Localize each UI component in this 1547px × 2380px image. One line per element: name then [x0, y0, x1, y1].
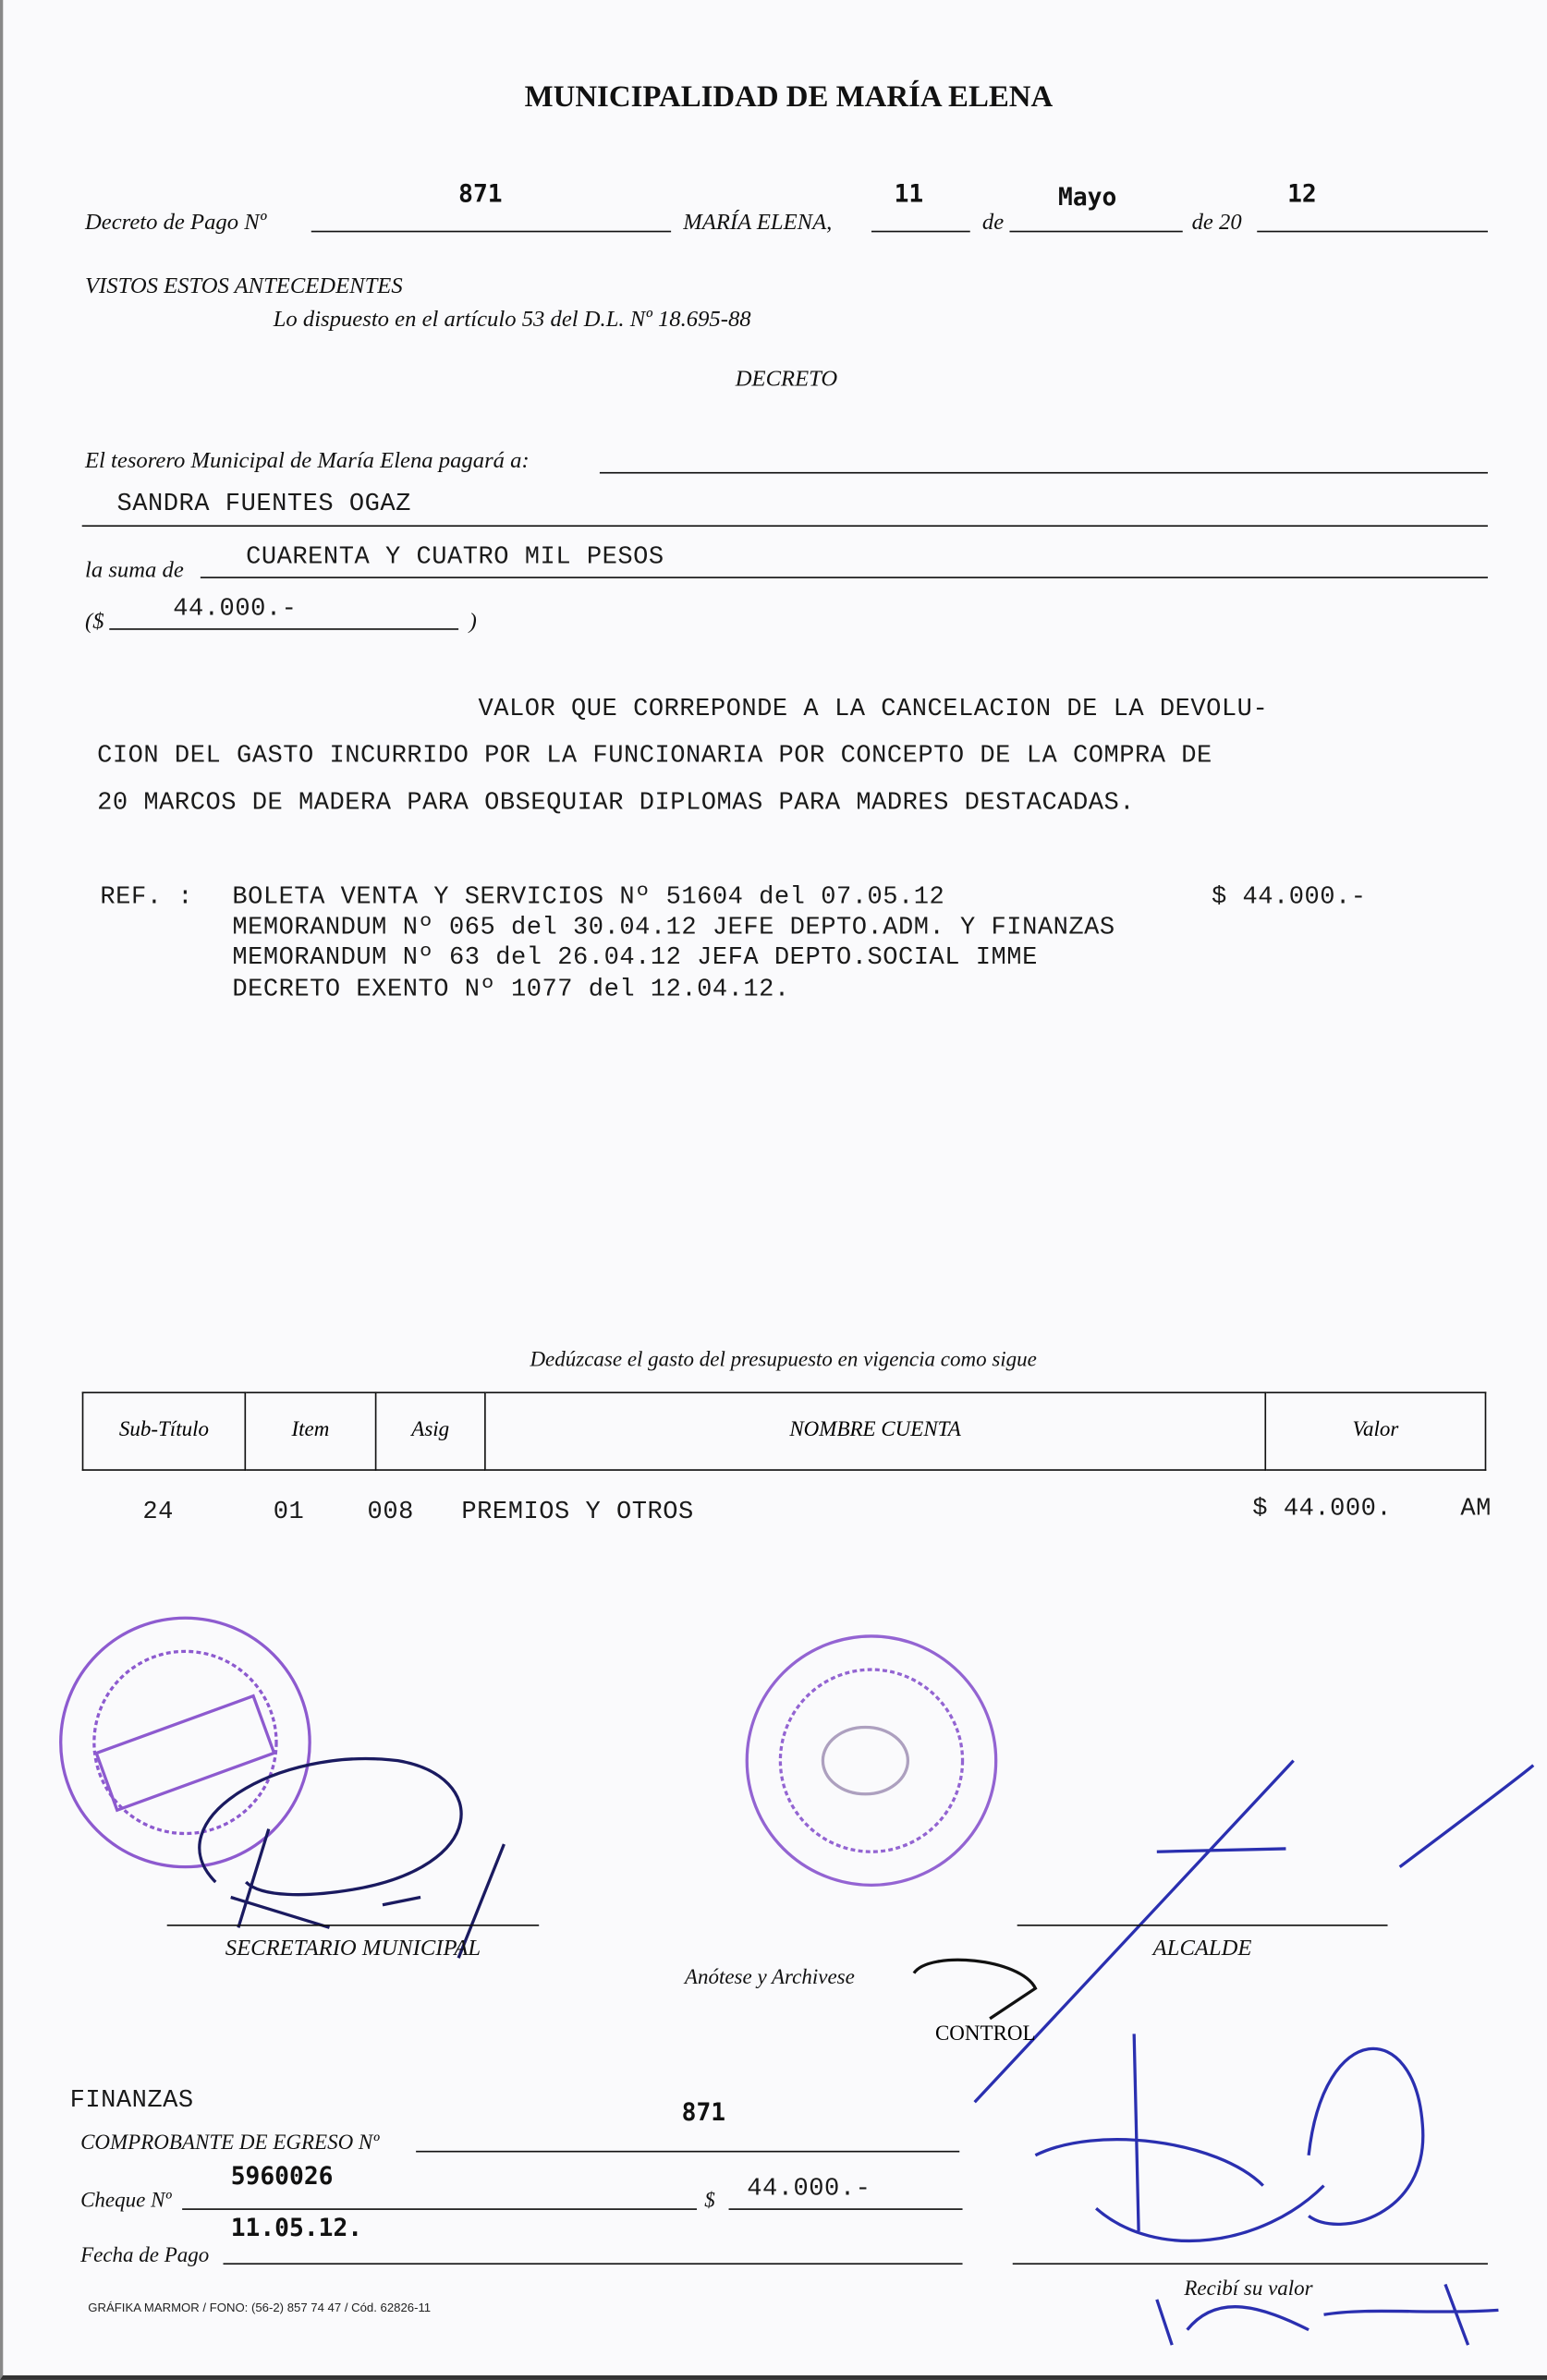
vistos-heading: VISTOS ESTOS ANTECEDENTES: [84, 274, 403, 299]
ref-line: BOLETA VENTA Y SERVICIOS Nº 51604 del 07.05.12: [232, 881, 945, 911]
stamp-right: [747, 1636, 995, 1885]
header-item: Item: [245, 1392, 375, 1470]
document-title: MUNICIPALIDAD DE MARÍA ELENA: [524, 80, 1054, 115]
decreto-heading: DECRETO: [735, 367, 838, 392]
decree-number: 871: [458, 178, 503, 209]
header-nombre-cuenta: NOMBRE CUENTA: [485, 1392, 1265, 1470]
ref-amount: $ 44.000.-: [1211, 881, 1367, 911]
header-subtitulo: Sub-Título: [83, 1392, 246, 1470]
de-label: de: [981, 211, 1005, 236]
comprobante-number: 871: [681, 2097, 726, 2127]
place-label: MARÍA ELENA,: [683, 211, 833, 236]
concept-line: 20 MARCOS DE MADERA PARA OBSEQUIAR DIPLOMAS PARA MADRES DESTACADAS.: [97, 787, 1136, 817]
row-item: 01: [273, 1496, 305, 1526]
stamp-left: [61, 1618, 310, 1866]
ref-line: MEMORANDUM Nº 63 del 26.04.12 JEFA DEPTO.SOCIAL IMME: [232, 942, 1038, 972]
printer-footer: GRÁFIKA MARMOR / FONO: (56-2) 857 74 47 / Cód. 62826-11: [88, 2301, 432, 2315]
stamps-and-signatures: [3, 0, 1547, 2380]
year-label: de 20: [1191, 211, 1242, 236]
underline: [182, 2208, 697, 2210]
payee-name: SANDRA FUENTES OGAZ: [116, 488, 411, 518]
sum-words: CUARENTA Y CUATRO MIL PESOS: [246, 541, 664, 571]
header-asig: Asig: [376, 1392, 485, 1470]
anotese-label: Anótese y Archivese: [684, 1967, 855, 1990]
decree-day: 11: [894, 178, 924, 209]
secretario-label: SECRETARIO MUNICIPAL: [225, 1937, 481, 1961]
cheque-amount: 44.000.-: [747, 2173, 871, 2203]
decree-year: 12: [1287, 178, 1317, 209]
row-cuenta: PREMIOS Y OTROS: [461, 1496, 694, 1526]
underline: [416, 2151, 959, 2153]
payment-date: 11.05.12.: [230, 2213, 363, 2242]
amount-number: 44.000.-: [173, 593, 298, 623]
amount-close: ): [469, 610, 477, 635]
recibi-label: Recibí su valor: [1184, 2277, 1313, 2301]
decree-number-label: Decreto de Pago Nº: [84, 211, 267, 236]
signature-line: [1017, 1925, 1388, 1926]
underline: [729, 2208, 963, 2210]
signatures: [200, 1759, 1533, 2346]
budget-caption: Dedúzcase el gasto del presupuesto en vigencia como sigue: [530, 1349, 1037, 1373]
payee-label: El tesorero Municipal de María Elena pagará a:: [84, 449, 530, 474]
dollar-label: $: [704, 2190, 715, 2214]
concept-line: CION DEL GASTO INCURRIDO POR LA FUNCIONARIA POR CONCEPTO DE LA COMPRA DE: [97, 740, 1212, 770]
row-subtitulo: 24: [142, 1496, 174, 1526]
concept-line: VALOR QUE CORREPONDE A LA CANCELACION DE LA DEVOLU-: [478, 693, 1269, 722]
header-valor: Valor: [1265, 1392, 1485, 1470]
ref-line: DECRETO EXENTO Nº 1077 del 12.04.12.: [232, 974, 790, 1003]
ref-label: REF. :: [100, 881, 193, 911]
row-asig: 008: [367, 1496, 414, 1526]
ref-line: MEMORANDUM Nº 065 del 30.04.12 JEFE DEPTO.ADM. Y FINANZAS: [232, 912, 1115, 941]
sum-label: la suma de: [84, 558, 184, 583]
row-initials: AM: [1460, 1493, 1492, 1523]
comprobante-label: COMPROBANTE DE EGRESO Nº: [80, 2132, 380, 2155]
cheque-number: 5960026: [230, 2161, 334, 2191]
fecha-label: Fecha de Pago: [80, 2244, 210, 2268]
alcalde-label: ALCALDE: [1152, 1937, 1252, 1961]
underline: [223, 2263, 962, 2265]
control-label: CONTROL: [934, 2022, 1036, 2046]
signature-line: [1013, 2263, 1488, 2265]
amount-open: ($: [84, 610, 104, 635]
signature-line: [167, 1925, 539, 1926]
vistos-text: Lo dispuesto en el artículo 53 del D.L. Nº 18.695-88: [273, 308, 751, 333]
finanzas-heading: FINANZAS: [69, 2085, 194, 2115]
row-valor: $ 44.000.: [1252, 1493, 1393, 1523]
decree-month: Mayo: [1058, 182, 1117, 212]
cheque-label: Cheque Nº: [80, 2190, 172, 2214]
